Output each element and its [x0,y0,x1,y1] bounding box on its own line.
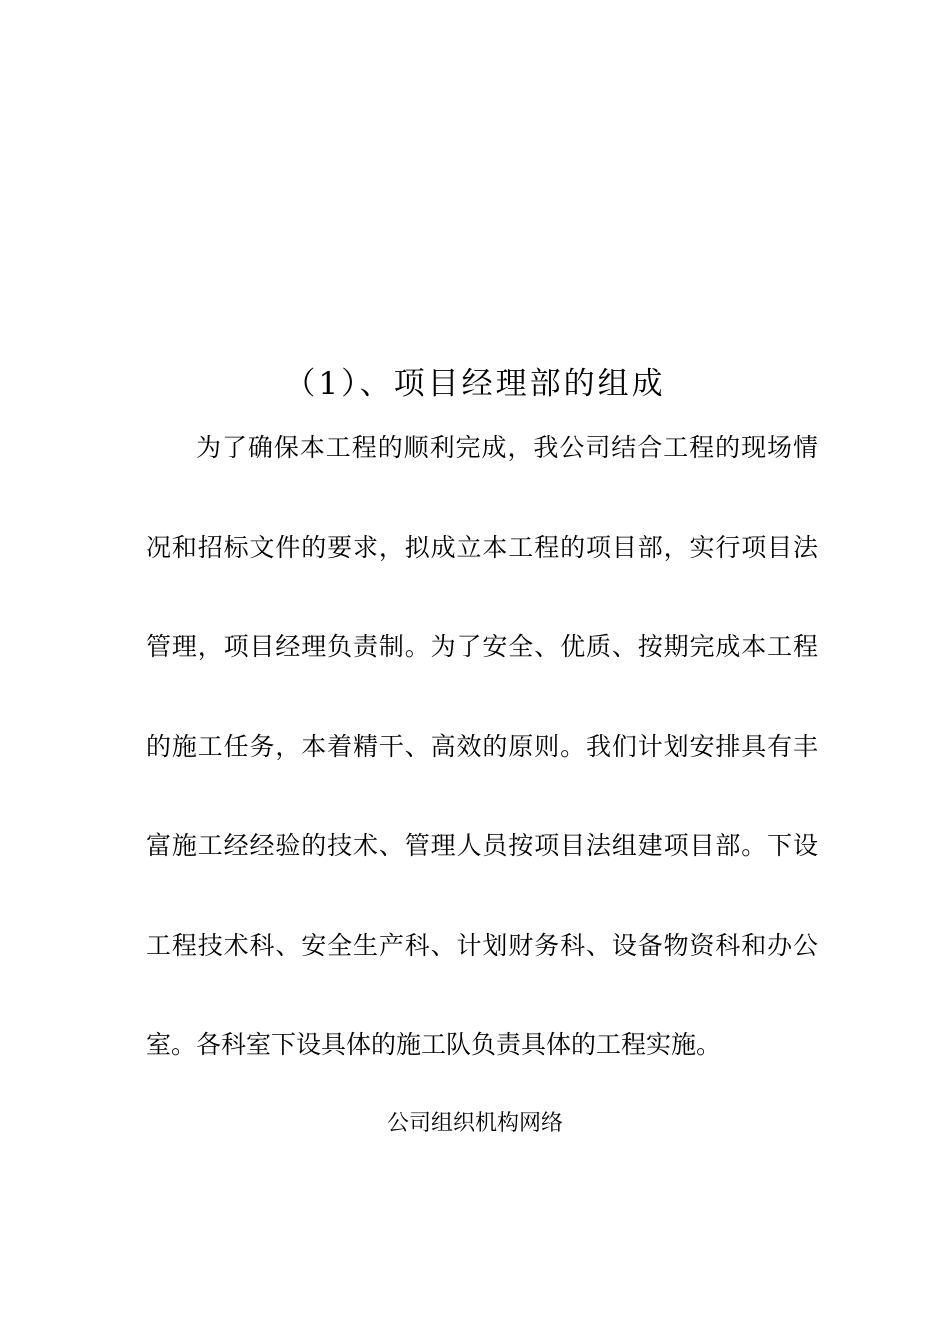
paragraph-line: 工程技术科、安全生产科、计划财务科、设备物资科和办公 [146,930,818,960]
paragraph-line: 室。各科室下设具体的施工队负责具体的工程实施。 [146,1030,722,1059]
section-heading: （1）、项目经理部的组成 [284,366,666,402]
paragraph-line: 管理，项目经理负责制。为了安全、优质、按期完成本工程 [146,632,818,661]
paragraph-line: 富施工经经验的技术、管理人员按项目法组建项目部。下设 [146,831,818,860]
paragraph-line: 况和招标文件的要求，拟成立本工程的项目部，实行项目法 [146,532,818,562]
paragraph-line: 的施工任务，本着精干、高效的原则。我们计划安排具有丰 [146,731,818,761]
body-paragraph [146,424,818,1121]
paragraph-line: 为了确保本工程的顺利完成，我公司结合工程的现场情 [196,433,818,462]
figure-caption: 公司组织机构网络 [386,1111,563,1136]
